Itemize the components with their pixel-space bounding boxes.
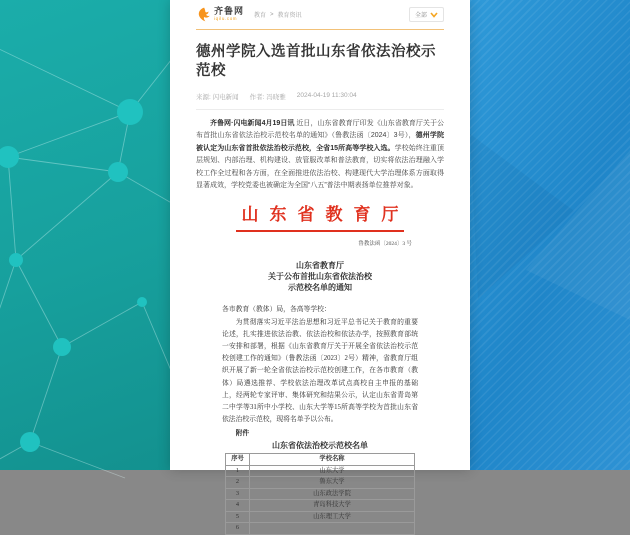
site-domain: iqilu.com: [214, 16, 238, 22]
document-title: [170, 260, 470, 293]
paragraph-lead: 齐鲁网·闪电新闻4月19日讯: [210, 120, 297, 127]
schools-table: [225, 453, 415, 535]
article-source: 来源: 闪电新闻: [196, 94, 239, 101]
network-pattern-graphic: [0, 0, 170, 470]
letterhead-divider: [236, 230, 404, 232]
right-decor-panel: [470, 0, 630, 470]
table-row: [226, 477, 415, 489]
document-title-line: 示范校名单的通知: [288, 283, 352, 293]
table-cell: 4: [226, 500, 250, 512]
article-author: 作者: 冯晓雅: [249, 94, 286, 101]
official-document: [170, 204, 470, 535]
table-cell: 山东理工大学: [250, 511, 415, 523]
table-cell: 1: [226, 465, 250, 477]
filter-dropdown[interactable]: [409, 7, 444, 22]
header-divider: [196, 29, 444, 30]
document-title-line: 关于公布首批山东省依法治校: [268, 272, 372, 282]
letterhead-title: 山东省教育厅: [241, 205, 410, 225]
breadcrumb-separator: >: [270, 11, 274, 18]
breadcrumb-page[interactable]: 教育资讯: [277, 13, 302, 19]
left-decor-panel: [0, 0, 170, 470]
document-body: 为贯彻落实习近平法治思想和习近平总书记关于教育的重要论述，扎实推进依法治教、依法治校和依法办学，按照教育部统一安排和部署，根据《山东省教育厅关于开展全省依法治校示范校创建工作的通知》（鲁教法函〔2023〕2号）精神，省教育厅组织开展了新一轮全省依法治校示范校创建工作，在各市教育（教体）局遴选推荐、学校依法治理改革试点高校自主申报的基础上，经两轮专家评审、集体研究和结果公示，认定山东省青岛第二中学等31所中小学校、山东大学等15所高等学校为首批山东省依法治校示范校，现将名单予以公布。: [222, 318, 418, 424]
document-salutation: 各市教育（教体）局，各高等学校：: [222, 306, 331, 314]
table-row: [226, 523, 415, 535]
table-row: [226, 488, 415, 500]
document-title-line: 山东省教育厅: [296, 261, 344, 271]
table-cell: 鲁东大学: [250, 477, 415, 489]
qilu-flame-icon: [196, 7, 211, 22]
article-title: 德州学院入选首批山东省依法治校示范校: [196, 44, 436, 79]
paragraph-bold: 德州学院被认定为山东省首批依法治校示范校，全省15所高等学校入选。: [196, 132, 445, 152]
article-datetime: 2024-04-19 11:30:04: [296, 92, 357, 99]
annex-label: 附件: [235, 430, 250, 438]
table-header-row: [226, 454, 415, 466]
filter-dropdown-value: 全部: [414, 13, 427, 19]
document-number: 鲁教法函〔2024〕3 号: [358, 241, 412, 248]
site-logo[interactable]: [196, 7, 244, 22]
table-cell: 3: [226, 488, 250, 500]
table-cell: [250, 523, 415, 535]
table-cell: 2: [226, 477, 250, 489]
table-header-seq: 序号: [226, 454, 250, 466]
table-cell: 5: [226, 511, 250, 523]
site-name: 齐鲁网: [214, 6, 245, 17]
table-header-school: 学校名称: [250, 454, 415, 466]
paragraph-part2: 学校始终注重顶层规划、内部治理、机构建设、放管服改革和普法教育，切实将依法治理融入学校工作全过程和各方面，在全面推进依法治校、构建现代大学治理体系方面取得显著成效，学校党委也被确定为全国“八五”普法中期表扬单位推荐对象。: [196, 144, 444, 190]
table-row: [226, 500, 415, 512]
meta-divider: [196, 109, 444, 110]
table-cell: 6: [226, 523, 250, 535]
site-header: [170, 0, 470, 29]
chevron-down-icon: [430, 12, 438, 18]
article-meta: [196, 92, 444, 101]
breadcrumb-section[interactable]: 教育: [254, 13, 267, 19]
table-cell: 山东政法学院: [250, 488, 415, 500]
table-title: 山东省依法治校示范校名单: [272, 441, 368, 451]
paragraph-part1: 近日，山东省教育厅印发《山东省教育厅关于公布首批山东省依法治校示范校名单的通知》（鲁教法函〔2024〕3号），: [196, 120, 444, 140]
table-cell: 山东大学: [250, 465, 415, 477]
breadcrumb: [254, 10, 302, 19]
table-cell: 青岛科技大学: [250, 500, 415, 512]
article-card: [170, 0, 470, 532]
table-row: [226, 511, 415, 523]
article-paragraph: [196, 118, 444, 192]
table-row: [226, 465, 415, 477]
